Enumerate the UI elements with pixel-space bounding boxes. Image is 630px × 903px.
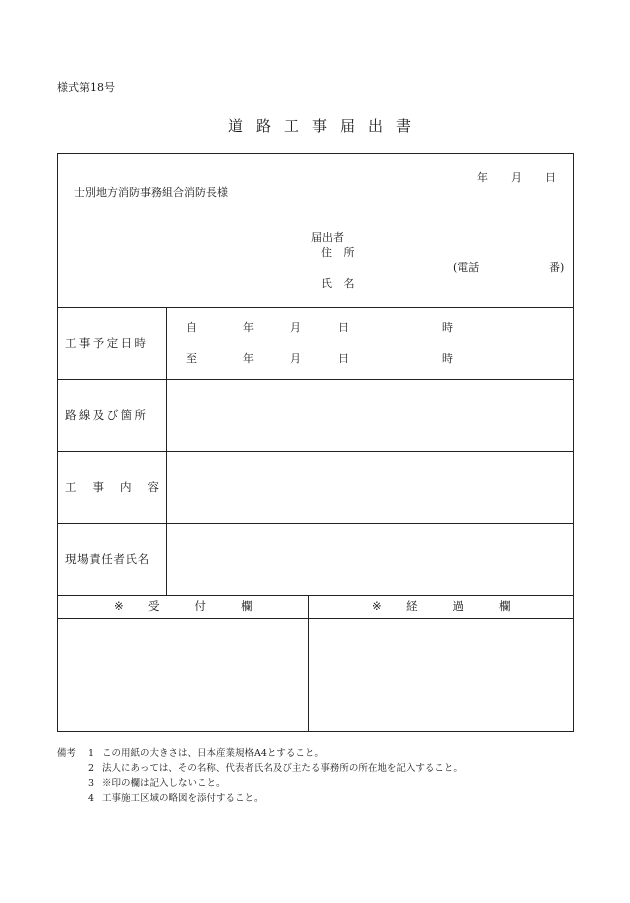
route-field[interactable]: [167, 380, 573, 451]
note-text: ※印の欄は記入しないこと。: [102, 778, 226, 789]
note-number: 2: [88, 763, 95, 774]
schedule-to-year: 年: [243, 352, 254, 365]
phone-open: (電話: [453, 261, 480, 274]
date-year: 年: [477, 171, 488, 184]
schedule-to-day: 日: [338, 352, 349, 365]
content-label: 工事内容: [65, 480, 175, 494]
applicant-label: 届出者: [311, 231, 344, 244]
date-month: 月: [511, 171, 522, 184]
date-day: 日: [545, 171, 556, 184]
note-text: 法人にあっては、その名称、代表者氏名及び主たる事務所の所在地を記入すること。: [102, 763, 463, 774]
phone-close: 番): [549, 261, 565, 274]
schedule-to-hour: 時: [442, 352, 453, 365]
schedule-from-year: 年: [243, 321, 254, 334]
note-number: 3: [88, 778, 95, 789]
form-number: 様式第18号: [57, 81, 115, 94]
schedule-to-prefix: 至: [186, 352, 197, 365]
progress-area: [309, 619, 573, 731]
reception-title: 受付欄: [148, 599, 288, 613]
name-label: 氏 名: [321, 277, 359, 290]
supervisor-field[interactable]: [167, 524, 573, 595]
schedule-to-month: 月: [290, 352, 301, 365]
note-text: この用紙の大きさは、日本産業規格A4とすること。: [102, 748, 324, 759]
row-divider-header: [57, 307, 574, 308]
note-text: 工事施工区域の略図を添付すること。: [102, 793, 264, 804]
schedule-from-prefix: 自: [186, 321, 197, 334]
schedule-label: 工事予定日時: [65, 336, 149, 350]
reception-area: [58, 619, 308, 731]
progress-title: 経過欄: [406, 599, 546, 613]
row-divider-supervisor: [57, 595, 574, 596]
route-label: 路線及び箇所: [65, 408, 149, 422]
notes-heading: 備考: [57, 748, 77, 759]
document-title: 道路工事届出書: [228, 117, 425, 135]
schedule-from-hour: 時: [442, 321, 453, 334]
progress-mark: ※: [372, 599, 382, 613]
reception-mark: ※: [114, 599, 124, 613]
supervisor-label: 現場責任者氏名: [65, 552, 150, 566]
addressee: 士別地方消防事務組合消防長様: [74, 186, 228, 199]
note-number: 4: [88, 793, 95, 804]
address-label: 住 所: [321, 246, 359, 259]
content-field[interactable]: [167, 452, 573, 523]
schedule-from-day: 日: [338, 321, 349, 334]
note-number: 1: [88, 748, 95, 759]
schedule-from-month: 月: [290, 321, 301, 334]
